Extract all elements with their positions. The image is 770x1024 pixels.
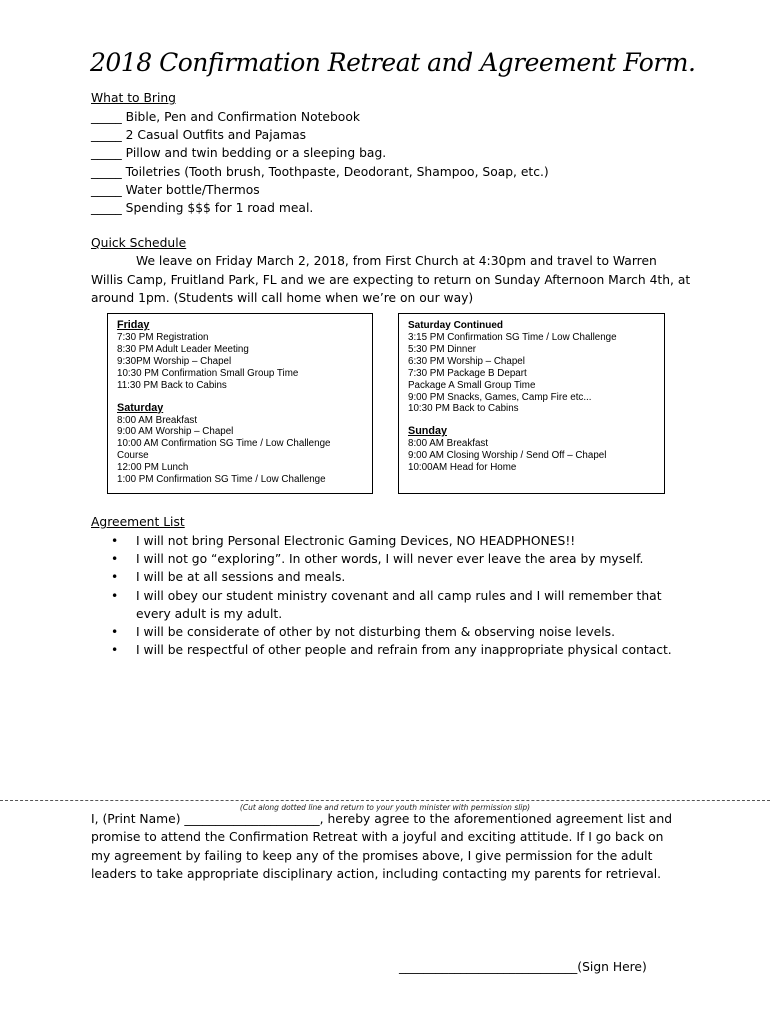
schedule-item: 6:30 PM Worship – Chapel	[408, 355, 525, 367]
checkbox-blank[interactable]: _____	[91, 200, 122, 215]
agreement-item: • I will be at all sessions and meals.	[107, 568, 687, 586]
bring-item: _____ Pillow and twin bedding or a sleeping bag.	[91, 146, 387, 161]
agreement-item: • I will be respectful of other people and refrain from any inappropriate physical contact.	[107, 641, 687, 659]
quick-schedule-paragraph: We leave on Friday March 2, 2018, from First Church at 4:30pm and travel to Warren Willis Camp, Fruitland Park, FL and we are expecting to return on Sunday Afternoon March 4th, at around 1pm. (Students will call home when we’re on our way)	[91, 254, 691, 305]
schedule-item: 7:30 PM Package B Depart	[408, 367, 527, 379]
schedule-box-friday-saturday	[107, 313, 373, 494]
agreement-item: • I will obey our student ministry covenant and all camp rules and I will remember that every adult is my adult.	[107, 587, 687, 623]
bring-item: _____ Bible, Pen and Confirmation Notebook	[91, 110, 360, 124]
schedule-item: 1:00 PM Confirmation SG Time / Low Challenge	[117, 474, 326, 486]
checkbox-blank[interactable]: _____	[91, 110, 122, 124]
cut-instruction-note: (Cut along dotted line and return to your youth minister with permission slip)	[239, 803, 531, 812]
agreement-heading: Agreement List	[91, 515, 185, 529]
checkbox-blank[interactable]: _____	[91, 146, 122, 161]
schedule-item: 9:00 AM Worship – Chapel	[117, 426, 234, 438]
schedule-item: 10:30 PM Back to Cabins	[408, 403, 519, 415]
friday-heading: Friday	[117, 319, 150, 331]
agreement-item: • I will be considerate of other by not disturbing them & observing noise levels.	[107, 623, 687, 641]
sunday-heading: Sunday	[408, 425, 447, 438]
friday-list	[117, 332, 372, 392]
schedule-item: 3:15 PM Confirmation SG Time / Low Challenge	[408, 332, 617, 343]
schedule-item: Course	[117, 450, 149, 462]
what-to-bring-heading: What to Bring	[91, 91, 176, 105]
saturday-continued-heading: Saturday Continued	[408, 320, 504, 331]
bring-item: _____ Toiletries (Tooth brush, Toothpaste, Deodorant, Shampoo, Soap, etc.)	[91, 164, 549, 179]
promise-statement: I, (Print Name) ______________________, hereby agree to the aforementioned agreement list and promise to attend the Confirmation Retreat with a joyful and exciting attitude. If I go back on my agreement by failing to keep any of the promises above, I give permission for the adult leaders to take appropriate disciplinary action, including contacting my parents for retrieval.	[91, 812, 673, 881]
checkbox-blank[interactable]: _____	[91, 164, 122, 179]
sunday-list	[408, 438, 664, 474]
agreement-item: • I will not go “exploring”. In other words, I will never ever leave the area by myself.	[107, 550, 687, 568]
saturday-continued-list	[408, 332, 664, 415]
schedule-item: 10:30 PM Confirmation Small Group Time	[117, 367, 299, 379]
schedule-item: 10:00AM Head for Home	[408, 462, 517, 474]
what-to-bring-list	[91, 108, 549, 217]
schedule-item: 11:30 PM Back to Cabins	[117, 379, 227, 391]
schedule-item: 8:00 AM Breakfast	[408, 438, 489, 450]
cut-line-divider	[0, 800, 770, 801]
checkbox-blank[interactable]: _____	[91, 128, 122, 143]
schedule-item: 8:30 PM Adult Leader Meeting	[117, 343, 249, 355]
schedule-item: 7:30 PM Registration	[117, 332, 209, 343]
schedule-item: Package A Small Group Time	[408, 379, 536, 391]
schedule-box-saturday-sunday	[398, 313, 665, 494]
schedule-item: 9:00 PM Snacks, Games, Camp Fire etc...	[408, 391, 592, 403]
quick-schedule-heading: Quick Schedule	[91, 236, 187, 250]
bring-item: _____ Spending $$$ for 1 road meal.	[91, 200, 314, 215]
schedule-item: 10:00 AM Confirmation SG Time / Low Challenge	[117, 438, 331, 450]
schedule-item: 5:30 PM Dinner	[408, 343, 477, 355]
saturday-heading: Saturday	[117, 401, 164, 414]
agreement-list	[107, 532, 687, 659]
schedule-item: 8:00 AM Breakfast	[117, 414, 198, 426]
checkbox-blank[interactable]: _____	[91, 182, 122, 197]
schedule-item: 9:30PM Worship – Chapel	[117, 355, 232, 367]
schedule-item: 9:00 AM Closing Worship / Send Off – Chapel	[408, 450, 607, 462]
bring-item: _____ 2 Casual Outfits and Pajamas	[91, 128, 307, 143]
form-title: 2018 Confirmation Retreat and Agreement Form.	[90, 48, 696, 77]
signature-line[interactable]: _____________________________(Sign Here)	[399, 960, 647, 974]
agreement-item: • I will not bring Personal Electronic Gaming Devices, NO HEADPHONES!!	[107, 532, 687, 550]
schedule-item: 12:00 PM Lunch	[117, 462, 189, 474]
bring-item: _____ Water bottle/Thermos	[91, 182, 260, 197]
saturday-list	[117, 415, 372, 486]
